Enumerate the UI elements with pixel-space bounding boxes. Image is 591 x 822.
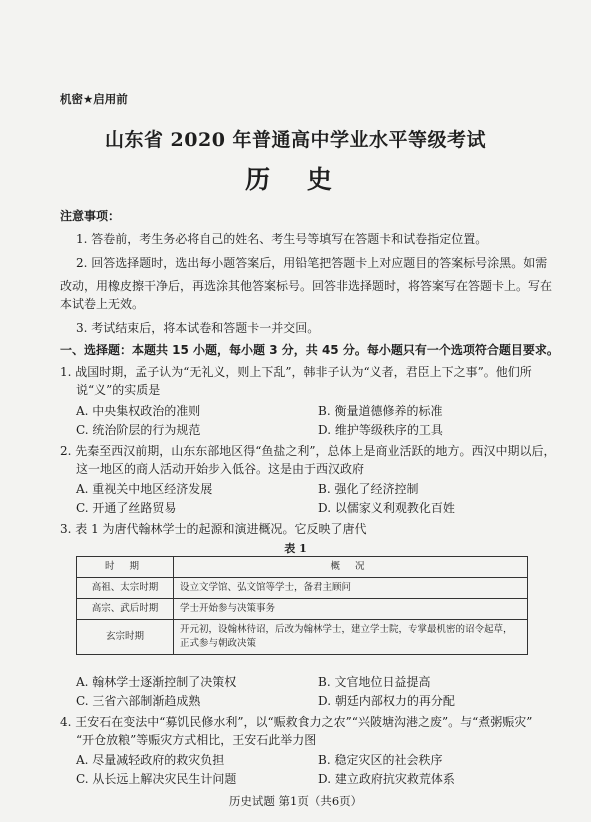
notice-item-1: 1. 答卷前，考生务必将自己的姓名、考生号等填写在答题卡和试卷指定位置。 [76,232,488,246]
question-1-stem-line-2: 说“义”的实质是 [76,383,161,397]
question-1-option-b: B. 衡量道德修养的标准 [318,404,443,418]
table-cell-period: 高宗、武后时期 [77,599,174,620]
question-4-option-c: C. 从长远上解决灾民生计问题 [76,772,237,786]
question-2-option-b: B. 强化了经济控制 [318,482,419,496]
question-3-option-a: A. 翰林学士逐渐控制了决策权 [76,675,237,689]
question-1-stem-line-1: 1. 战国时期，孟子认为“无礼义，则上下乱”，韩非子认为“义者，君臣上下之事”。他们所 [60,365,532,379]
table-row [77,578,528,599]
notice-item-2-line-1: 2. 回答选择题时，选出每小题答案后，用铅笔把答题卡上对应题目的答案标号涂黑。如需 [76,256,548,270]
table-header-overview: 概 况 [174,557,528,578]
table-cell-period: 高祖、太宗时期 [77,578,174,599]
subject-title: 历 史 [245,165,346,194]
question-4-stem-line-1: 4. 王安石在变法中“募饥民修水利”，以“赈救食力之农”“兴陂塘沟港之废”。与“煮粥赈灾” [60,715,533,729]
notice-item-3: 3. 考试结束后，将本试卷和答题卡一并交回。 [76,321,320,335]
confidential-label: 机密★启用前 [60,92,128,106]
question-3-option-b: B. 文官地位日益提高 [318,675,431,689]
table-cell-text: 设立文学馆、弘文馆等学士，备君主顾问 [180,582,352,593]
question-1-option-c: C. 统治阶层的行为规范 [76,423,201,437]
exam-title: 山东省 2020 年普通高中学业水平等级考试 [104,129,487,151]
table-caption: 表 1 [284,542,307,555]
question-2-stem-line-1: 2. 先秦至西汉前期，山东东部地区得“鱼盐之利”，总体上是商业活跃的地方。西汉中期以后， [60,444,556,458]
question-3-option-c: C. 三省六部制渐趋成熟 [76,694,201,708]
question-1-option-a: A. 中央集权政治的准则 [76,404,201,418]
table-row [77,620,528,655]
question-4-option-b: B. 稳定灾区的社会秩序 [318,753,443,767]
notice-heading: 注意事项： [60,209,121,223]
table-header-row [77,557,528,578]
question-2-option-a: A. 重视关中地区经济发展 [76,482,213,496]
section-1-heading: 一、选择题：本题共 15 小题，每小题 3 分，共 45 分。每小题只有一个选项符合题目要求。 [60,343,559,357]
question-3-option-d: D. 朝廷内部权力的再分配 [318,694,455,708]
question-1-option-d: D. 维护等级秩序的工具 [318,423,443,437]
page-footer: 历史试题 第1页（共6页） [228,794,363,808]
table-header-period: 时 期 [77,557,174,578]
table-cell-text-line-1: 开元初，设翰林待诏，后改为翰林学士，建立学士院，专掌最机密的诏令起草， [180,624,513,635]
question-3-stem: 3. 表 1 为唐代翰林学士的起源和演进概况。它反映了唐代 [60,522,367,536]
notice-item-2-line-3: 本试卷上无效。 [60,297,145,311]
question-2-stem-line-2: 这一地区的商人活动开始步入低谷。这是由于西汉政府 [76,462,365,476]
question-4-option-d: D. 建立政府抗灾救荒体系 [318,772,455,786]
table-cell-overview [174,599,528,620]
table-cell-overview [174,578,528,599]
table-cell-text: 学士开始参与决策事务 [180,603,276,614]
question-4-option-a: A. 尽量减轻政府的救灾负担 [76,753,225,767]
question-4-stem-line-2: “开仓放粮”等赈灾方式相比，王安石此举力图 [76,733,317,747]
table-cell-period: 玄宗时期 [77,620,174,655]
history-table [76,556,528,655]
question-2-option-d: D. 以儒家义利观教化百姓 [318,501,455,515]
table-cell-overview [174,620,528,655]
table-row [77,599,528,620]
notice-item-2-line-2: 改动，用橡皮擦干净后，再选涂其他答案标号。回答非选择题时，将答案写在答题卡上。写在 [60,279,553,293]
table-cell-text-line-2: 正式参与朝政决策 [180,638,257,649]
question-2-option-c: C. 开通了丝路贸易 [76,501,177,515]
